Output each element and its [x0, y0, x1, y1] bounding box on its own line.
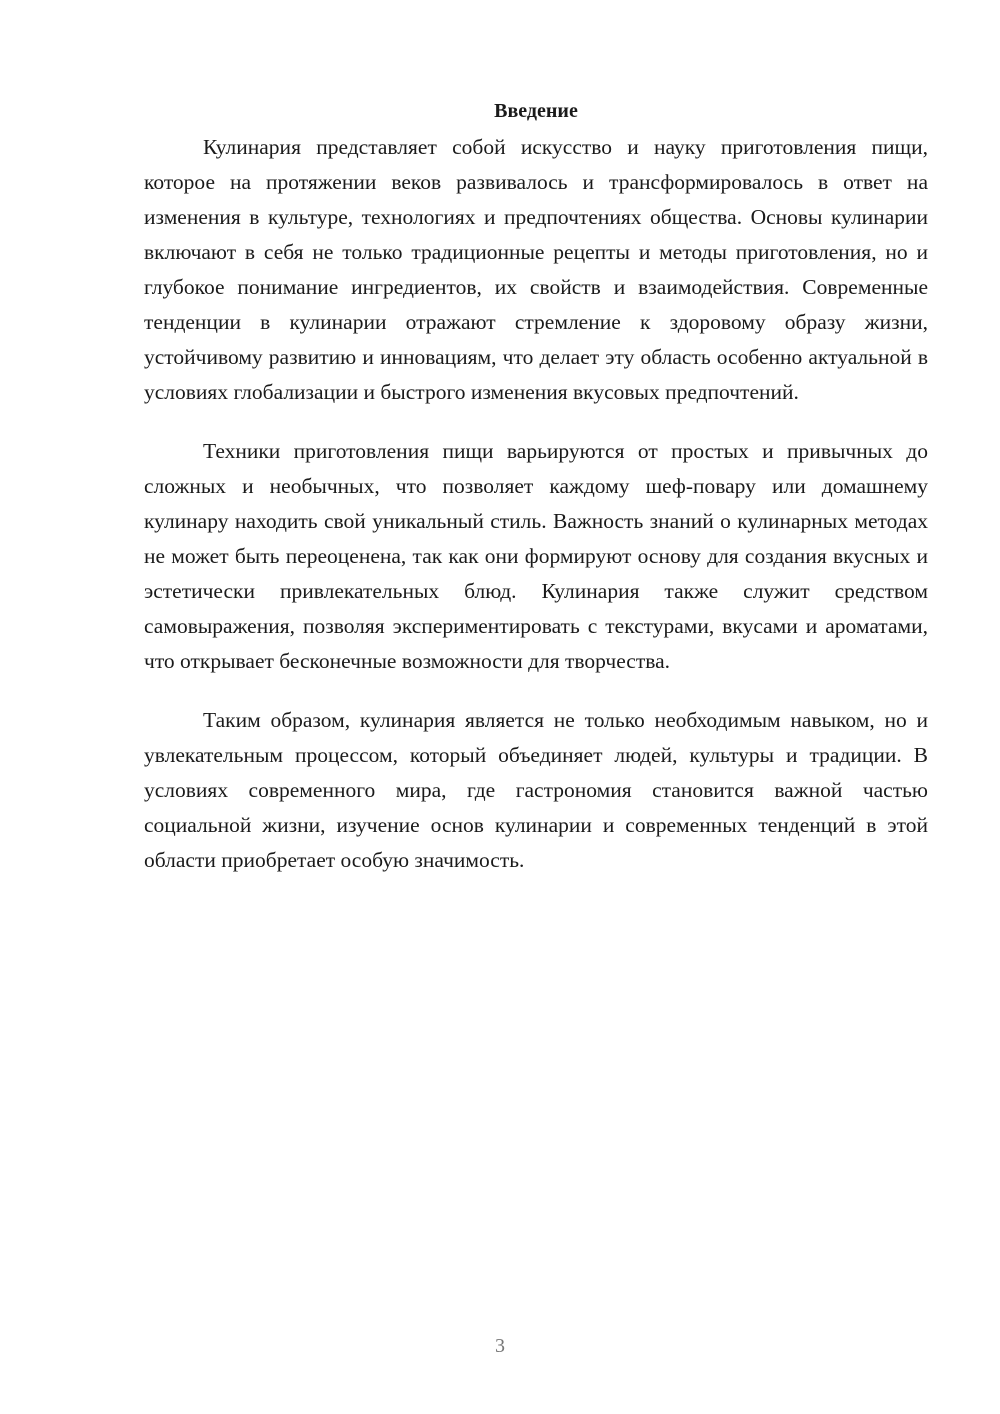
paragraph-2: Техники приготовления пищи варьируются от простых и привычных до сложных и необычных, что позволяет каждому шеф-повару или домашнему кулинару находить свой уникальный стиль. Важность знаний о кулинарных методах не может быть переоценена, так как они формируют основу для создания вкусных и эстетически привлекательных блюд. Кулинария также служит средством самовыражения, позволяя экспериментировать с текстурами, вкусами и ароматами, что открывает бесконечные возможности для творчества.: [144, 439, 928, 673]
paragraph-3: Таким образом, кулинария является не только необходимым навыком, но и увлекательным процессом, который объединяет людей, культуры и традиции. В условиях современного мира, где гастрономия становится важной частью социальной жизни, изучение основ кулинарии и современных тенденций в этой области приобретает особую значимость.: [144, 708, 928, 872]
paragraph-1: Кулинария представляет собой искусство и науку приготовления пищи, которое на протяжении веков развивалось и трансформировалось в ответ на изменения в культуре, технологиях и предпочтениях общества. Основы кулинарии включают в себя не только традиционные рецепты и методы приготовления, но и глубокое понимание ингредиентов, их свойств и взаимодействия. Современные тенденции в кулинарии отражают стремление к здоровому образу жизни, устойчивому развитию и инновациям, что делает эту область особенно актуальной в условиях глобализации и быстрого изменения вкусовых предпочтений.: [144, 135, 928, 404]
page-content: [144, 96, 928, 902]
page-number: 3: [495, 1335, 505, 1357]
section-heading: Введение: [494, 100, 578, 122]
